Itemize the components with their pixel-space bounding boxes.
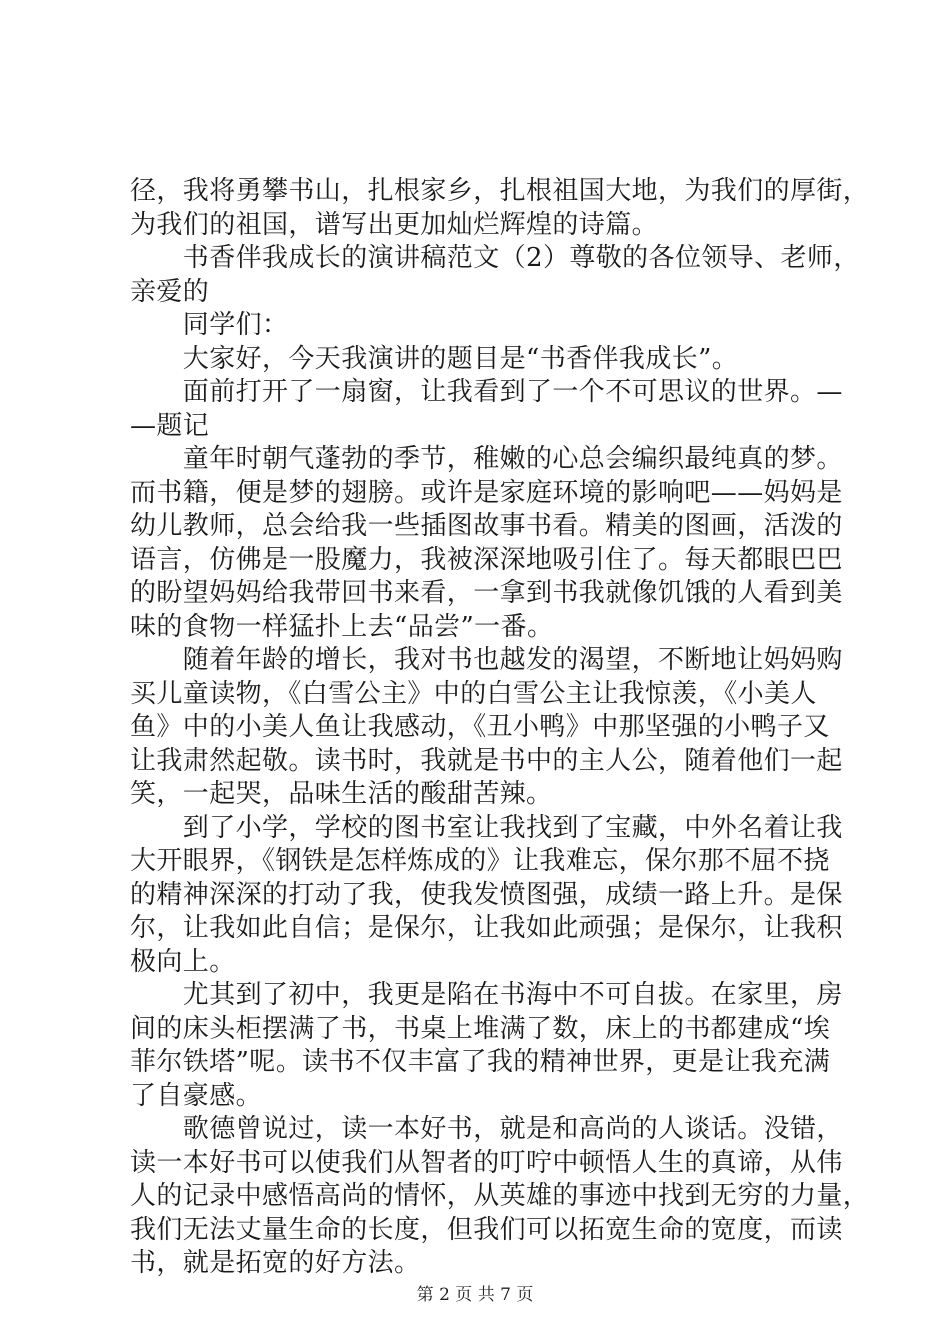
text-line: 间的床头柜摆满了书，书桌上堆满了数，床上的书都建成“埃 [130,1013,831,1044]
text-line: 让我肃然起敬。读书时，我就是书中的主人公，随着他们一起 [130,745,843,776]
text-line: 童年时朝气蓬勃的季节，稚嫩的心总会编织最纯真的梦。 [130,444,843,474]
text-line: 人的记录中感悟高尚的情怀，从英雄的事迹中找到无穷的力量， [130,1181,870,1211]
text-line: 歌德曾说过，读一本好书，就是和高尚的人谈话。没错， [130,1114,843,1144]
text-line: 菲尔铁塔”呢。读书不仅丰富了我的精神世界，更是让我充满 [130,1047,831,1077]
text-line: 同学们： [130,310,289,340]
text-line: 面前打开了一扇窗，让我看到了一个不可思议的世界。— [130,377,843,407]
text-line: 买儿童读物，《白雪公主》中的白雪公主让我惊羡，《小美人 [130,678,817,709]
text-line: 极向上。 [130,946,236,977]
text-line: 读一本好书可以使我们从智者的叮咛中顿悟人生的真谛，从伟 [130,1147,843,1178]
text-line: 径，我将勇攀书山，扎根家乡，扎根祖国大地，为我们的厚街， [130,176,870,206]
text-line: 而书籍，便是梦的翅膀。或许是家庭环境的影响吧——妈妈是 [130,477,843,508]
text-line: 书，就是拓宽的好方法。 [130,1248,421,1278]
text-line: 尤其到了初中，我更是陷在书海中不可自拔。在家里，房 [130,980,843,1010]
text-line: 味的食物一样猛扑上去“品尝”一番。 [130,611,554,642]
text-line: 的精神深深的打动了我，使我发愤图强，成绩一路上升。是保 [130,879,843,910]
text-line: 笑，一起哭，品味生活的酸甜苦辣。 [130,779,553,809]
text-line: 大开眼界，《钢铁是怎样炼成的》让我难忘，保尔那不屈不挠 [130,846,830,876]
text-line: 的盼望妈妈给我带回书来看，一拿到书我就像饥饿的人看到美 [130,578,843,608]
text-line: 书香伴我成长的演讲稿范文（2）尊敬的各位领导、老师， [130,243,860,273]
text-line: 语言，仿佛是一股魔力，我被深深地吸引住了。每天都眼巴巴 [130,544,843,575]
page-number-label: 第 2 页 共 7 页 [416,1285,534,1305]
text-line: 到了小学，学校的图书室让我找到了宝藏，中外名着让我 [130,812,843,843]
text-line: 幼儿教师，总会给我一些插图故事书看。精美的图画，活泼的 [130,511,843,541]
text-line: 随着年龄的增长，我对书也越发的渴望，不断地让妈妈购 [130,645,843,675]
text-line: 尔，让我如此自信；是保尔，让我如此顽强；是保尔，让我积 [130,913,843,943]
text-line: —题记 [130,410,210,441]
body-text [130,175,870,1281]
text-line: 了自豪感。 [130,1080,263,1111]
text-line: 亲爱的 [130,276,210,307]
text-line: 为我们的祖国，谱写出更加灿烂辉煌的诗篇。 [130,209,659,240]
text-line: 大家好，今天我演讲的题目是“书香伴我成长”。 [130,343,739,374]
text-line: 鱼》中的小美人鱼让我感动，《丑小鸭》中那坚强的小鸭子又 [130,712,830,742]
page-footer [0,1280,950,1305]
text-line: 我们无法丈量生命的长度，但我们可以拓宽生命的宽度，而读 [130,1214,843,1245]
